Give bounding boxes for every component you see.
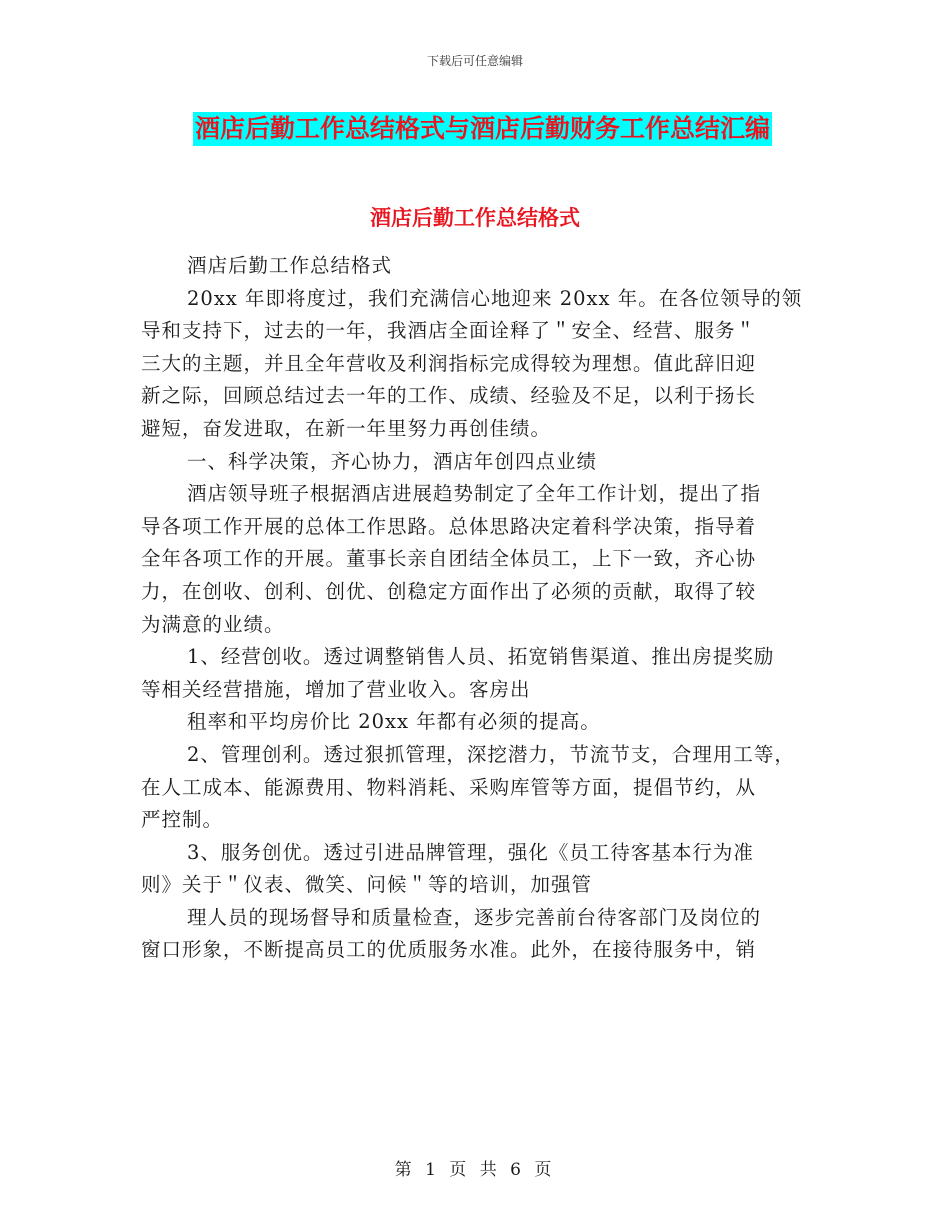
body-line: 为满意的业绩。: [141, 612, 285, 636]
body-line: 在人工成本、能源费用、物料消耗、采购库管等方面，提倡节约，从: [141, 775, 757, 799]
body-line: 酒店领导班子根据酒店进展趋势制定了全年工作计划，提出了指: [187, 482, 762, 506]
body-line: 20xx 年即将度过，我们充满信心地迎来 20xx 年。在各位领导的领: [187, 286, 803, 310]
body-line: 3、服务创优。透过引进品牌管理，强化《员工待客基本行为准: [187, 840, 754, 864]
body-line: 窗口形象，不断提高员工的优质服务水准。此外，在接待服务中，销: [141, 938, 757, 962]
body-line: 理人员的现场督导和质量检查，逐步完善前台待客部门及岗位的: [187, 905, 762, 929]
body-line: 避短，奋发进取，在新一年里努力再创佳绩。: [141, 416, 552, 440]
document-body: [141, 250, 821, 967]
body-line: 三大的主题，并且全年营收及利润指标完成得较为理想。值此辞旧迎: [141, 351, 757, 375]
document-main-title: 酒店后勤工作总结格式与酒店后勤财务工作总结汇编: [193, 112, 772, 146]
body-line: 全年各项工作的开展。董事长亲自团结全体员工，上下一致，齐心协: [141, 547, 757, 571]
section-title: 酒店后勤工作总结格式: [370, 206, 580, 230]
body-line: 等相关经营措施，增加了营业收入。客房出: [141, 677, 531, 701]
body-line: 酒店后勤工作总结格式: [187, 254, 393, 277]
header-note: 下载后可任意编辑: [426, 54, 523, 68]
body-line: 导各项工作开展的总体工作思路。总体思路决定着科学决策，指导着: [141, 514, 757, 538]
page-footer: 第 1 页 共 6 页: [394, 1160, 556, 1180]
body-line: 2、管理创利。透过狠抓管理，深挖潜力，节流节支，合理用工等，: [187, 742, 795, 766]
body-line: 严控制。: [141, 808, 224, 832]
body-line: 力，在创收、创利、创优、创稳定方面作出了必须的贡献，取得了较: [141, 579, 757, 603]
body-line: 1、经营创收。透过调整销售人员、拓宽销售渠道、推出房提奖励: [187, 645, 775, 669]
body-line: 导和支持下，过去的一年，我酒店全面诠释了＂安全、经营、服务＂: [141, 319, 757, 343]
body-line: 一、科学决策，齐心协力，酒店年创四点业绩: [187, 449, 598, 473]
body-line: 租率和平均房价比 20xx 年都有必须的提高。: [187, 710, 601, 734]
body-line: 新之际，回顾总结过去一年的工作、成绩、经验及不足，以利于扬长: [141, 384, 757, 408]
body-line: 则》关于＂仪表、微笑、问候＂等的培训，加强管: [141, 873, 593, 897]
